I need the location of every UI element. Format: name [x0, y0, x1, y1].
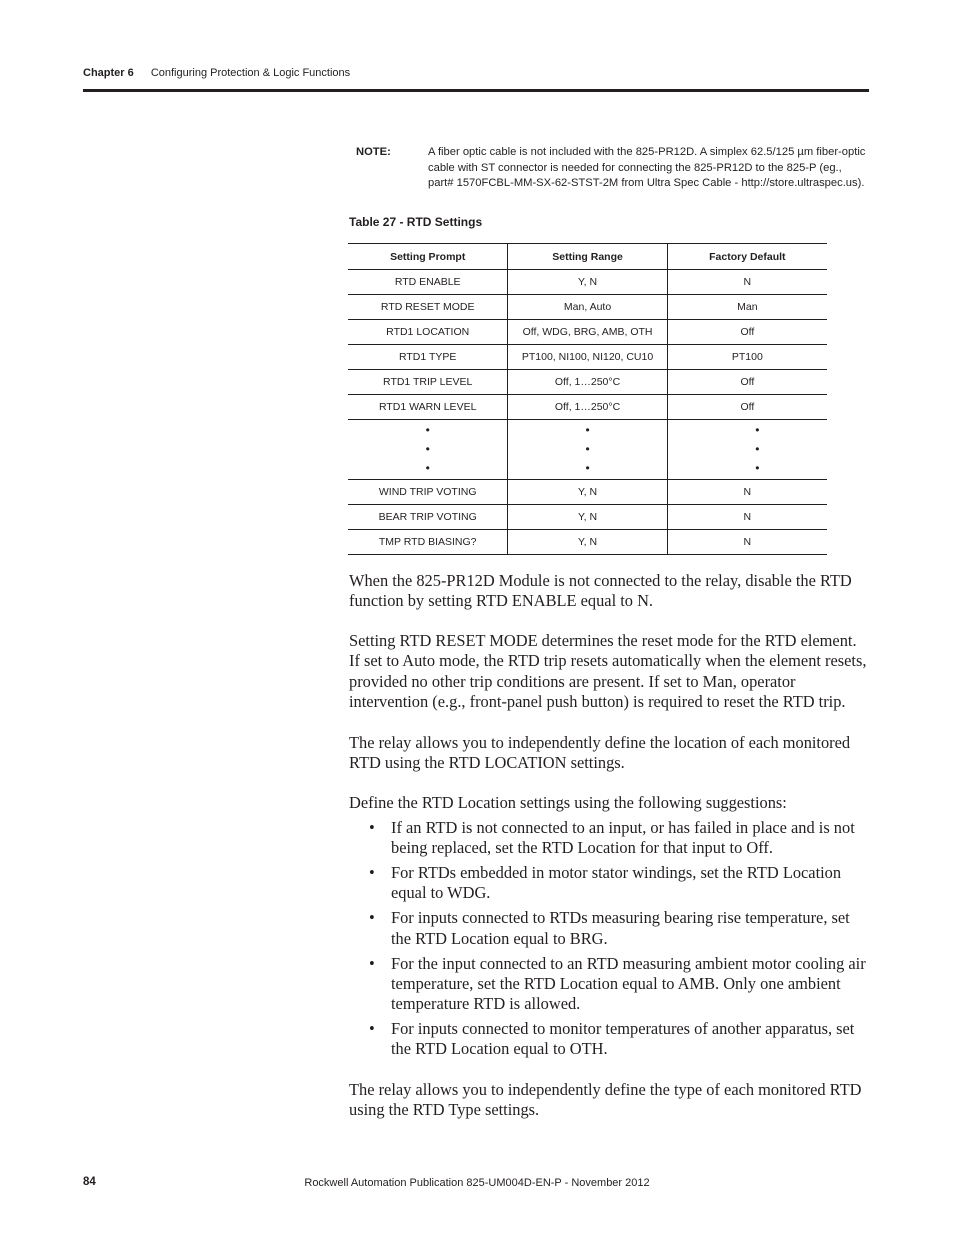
- table-row: [348, 370, 827, 395]
- list-item: • For inputs connected to RTDs measuring bearing rise temperature, set the RTD Location equal to BRG.: [369, 908, 850, 948]
- table-cell: N: [667, 480, 827, 505]
- table-cell: PT100: [667, 345, 827, 370]
- publication-footer: Rockwell Automation Publication 825-UM004D-EN-P - November 2012: [304, 1177, 650, 1189]
- table-cell: N: [667, 270, 827, 295]
- bullet-icon: •: [369, 818, 375, 837]
- list-item: • If an RTD is not connected to an input, or has failed in place and is not being replaced, set the RTD Location for that input to Off.: [369, 818, 855, 858]
- paragraph: The relay allows you to independently define the type of each monitored RTD using the RTD Type settings.: [349, 1080, 862, 1120]
- table-cell: N: [667, 505, 827, 530]
- table-row: [348, 295, 827, 320]
- note-text: A fiber optic cable is not included with the 825-PR12D. A simplex 62.5/125 µm fiber-optic cable with ST connector is needed for connecting the 825-PR12D to the 825-P (eg., part# 1570FCBL-MM-SX-62-STST-2M from Ultra Spec Cable - http://store.ultraspec.us).: [428, 146, 866, 189]
- bullet-icon: •: [369, 863, 375, 883]
- table-cell: WIND TRIP VOTING: [348, 480, 508, 505]
- table-cell: RTD1 WARN LEVEL: [348, 395, 508, 420]
- ellipsis-cell: [667, 420, 827, 480]
- paragraph: Define the RTD Location settings using the following suggestions:: [349, 793, 787, 812]
- list-item: • For inputs connected to monitor temperatures of another apparatus, set the RTD Location equal to OTH.: [369, 1019, 855, 1059]
- table-cell: Y, N: [508, 505, 667, 530]
- table-row-ellipsis: [348, 420, 827, 480]
- ellipsis-dot: •: [425, 461, 430, 475]
- table-cell: Y, N: [508, 480, 667, 505]
- table-cell: N: [667, 530, 827, 555]
- ellipsis-dot: •: [585, 461, 590, 475]
- table-cell: RTD1 TYPE: [348, 345, 508, 370]
- ellipsis-dot: •: [755, 423, 760, 437]
- ellipsis-dot: •: [425, 442, 430, 456]
- ellipsis-cell: [348, 420, 508, 480]
- paragraph-define-location: [349, 793, 869, 813]
- table-cell: RTD1 TRIP LEVEL: [348, 370, 508, 395]
- table-cell: Off: [667, 320, 827, 345]
- chapter-title: Configuring Protection & Logic Functions: [150, 67, 351, 79]
- table-title: Table 27 - RTD Settings: [349, 215, 483, 229]
- table-cell: Man, Auto: [508, 295, 667, 320]
- table-cell: RTD1 LOCATION: [348, 320, 508, 345]
- page-number: 84: [83, 1176, 96, 1188]
- paragraph-disable-rtd: [349, 571, 869, 612]
- header-rule: [83, 89, 869, 92]
- column-header: Setting Range: [508, 244, 667, 270]
- page-header: [83, 67, 350, 79]
- table-cell: Off, 1…250°C: [508, 395, 667, 420]
- table-cell: Y, N: [508, 270, 667, 295]
- ellipsis-dot: •: [755, 442, 760, 456]
- paragraph-rtd-type: [349, 1080, 869, 1121]
- table-row: [348, 320, 827, 345]
- table-cell: Off, 1…250°C: [508, 370, 667, 395]
- table-cell: RTD ENABLE: [348, 270, 508, 295]
- table-row: [348, 270, 827, 295]
- table-row: [348, 505, 827, 530]
- paragraph-location: [349, 733, 869, 774]
- table-cell: PT100, NI100, NI120, CU10: [508, 345, 667, 370]
- ellipsis-dot: •: [585, 442, 590, 456]
- ellipsis-dot: •: [585, 423, 590, 437]
- rtd-settings-table: [348, 243, 827, 555]
- table-cell: RTD RESET MODE: [348, 295, 508, 320]
- ellipsis-dot: •: [755, 461, 760, 475]
- paragraph: Setting RTD RESET MODE determines the reset mode for the RTD element. If set to Auto mode, the RTD trip resets automatically when the element resets, provided no other trip conditions are present. If set to Man, operator intervention (e.g., front-panel push button) is required to reset the RTD trip.: [349, 631, 867, 711]
- list-item: • For RTDs embedded in motor stator windings, set the RTD Location equal to WDG.: [369, 863, 842, 903]
- paragraph-reset-mode: [349, 631, 869, 712]
- table-row: [348, 345, 827, 370]
- table-header-row: [348, 244, 827, 270]
- table-cell: BEAR TRIP VOTING: [348, 505, 508, 530]
- ellipsis-cell: [508, 420, 667, 480]
- list-item: • For the input connected to an RTD measuring ambient motor cooling air temperature, set the RTD Location equal to AMB. Only one ambient temperature RTD is allowed.: [369, 953, 866, 1014]
- table-row: [348, 395, 827, 420]
- column-header: Factory Default: [667, 244, 827, 270]
- table-cell: Off: [667, 395, 827, 420]
- table-cell: Off: [667, 370, 827, 395]
- column-header: Setting Prompt: [348, 244, 508, 270]
- paragraph: The relay allows you to independently define the location of each monitored RTD using the RTD LOCATION settings.: [349, 733, 851, 773]
- bullet-icon: •: [369, 1019, 375, 1039]
- table-cell: Y, N: [508, 530, 667, 555]
- bullet-icon: •: [369, 908, 375, 928]
- ellipsis-dot: •: [425, 423, 430, 437]
- paragraph: When the 825-PR12D Module is not connected to the relay, disable the RTD function by setting RTD ENABLE equal to N.: [349, 571, 852, 611]
- table-row: [348, 530, 827, 555]
- location-suggestions-list: [349, 818, 869, 1064]
- table-cell: Off, WDG, BRG, AMB, OTH: [508, 320, 667, 345]
- bullet-icon: •: [369, 953, 375, 973]
- note-label: NOTE:: [356, 146, 391, 158]
- table-row: [348, 480, 827, 505]
- chapter-label: Chapter 6: [83, 67, 134, 79]
- table-cell: Man: [667, 295, 827, 320]
- table-cell: TMP RTD BIASING?: [348, 530, 508, 555]
